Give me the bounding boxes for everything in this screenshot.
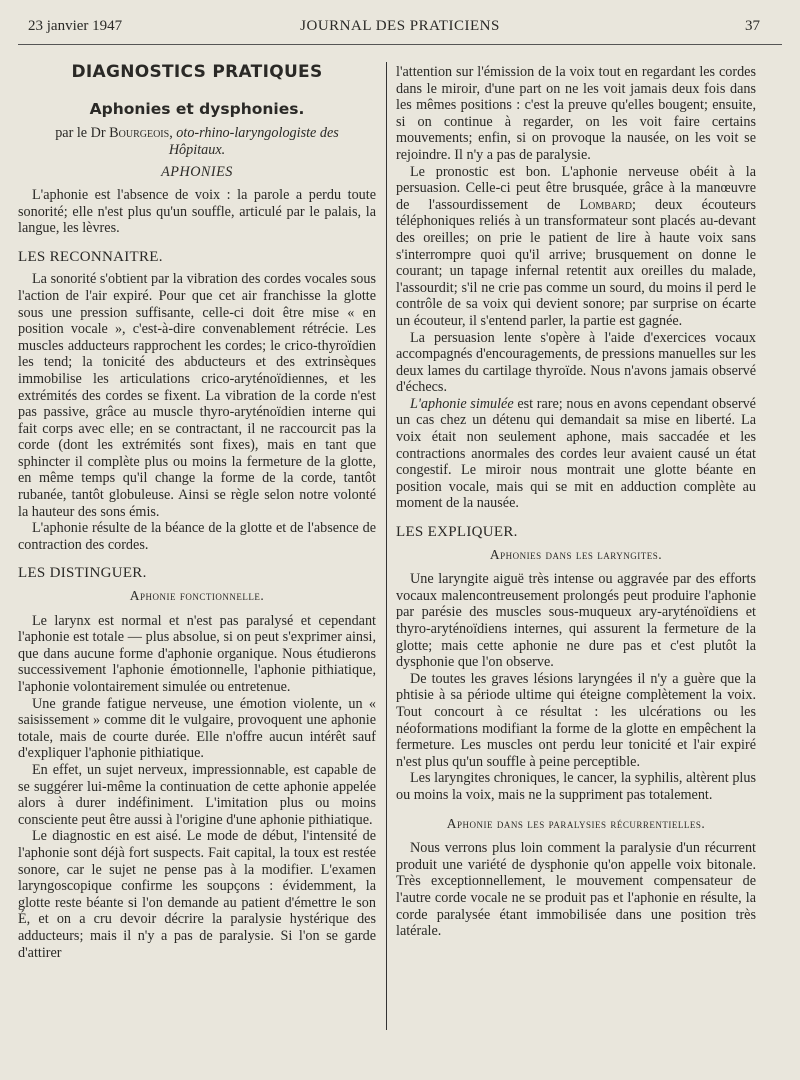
paragraph: Les laryngites chroniques, le cancer, la syphilis, altèrent plus ou moins la voix, mais ne la suppriment pas totalement.: [396, 770, 756, 803]
author-title: oto-rhino-laryngologiste des Hôpitaux.: [168, 125, 339, 158]
heading-reconnaitre: LES RECONNAITRE.: [18, 248, 163, 265]
text-run: Le pronostic est bon. L'aphonie nerveuse obéit à la persuasion. Celle-ci peut être brusquée, grâce à la manœuvre de l'assourdissement de: [396, 163, 756, 213]
article-author: [18, 125, 376, 158]
heading-expliquer: LES EXPLIQUER.: [396, 524, 518, 541]
author-prefix: par le Dr: [55, 125, 106, 142]
header-page-number: 37: [745, 18, 760, 34]
header-journal-title: JOURNAL DES PRATICIENS: [300, 18, 500, 34]
column-divider: [386, 62, 387, 1030]
author-name: Bourgeois,: [109, 125, 173, 142]
italic-term: L'aphonie simulée: [410, 395, 514, 412]
paragraph: l'attention sur l'émission de la voix tout en regardant les cordes dans le miroir, d'une part on ne les voit jamais deux fois dans les mêmes positions : c'est la preuve qu'elles bougent; ensuite, si on continue à regarder, on les voit faire certains mouvements; enfin, si on provoque la nausée, on les voit se rejoindre. Il n'y a pas de paralysie.: [396, 64, 756, 163]
paragraph: La persuasion lente s'opère à l'aide d'exercices vocaux accompagnés d'encouragements, de pressions manuelles sur les deux lames du cartilage thyroïde. Nous n'avons jamais observé d'échecs.: [396, 329, 756, 396]
left-column: [18, 60, 376, 961]
heading-distinguer: LES DISTINGUER.: [18, 565, 147, 582]
paragraph: [396, 396, 756, 512]
article-title: Aphonies et dysphonies.: [89, 99, 305, 118]
text-run: est rare; nous en avons cependant observé un cas chez un détenu qui demandait sa mise en liberté. La voix était non seulement aphone, mais saccadée et les contractions anormales des cordes leur avaient causé un état congestif. Le miroir nous montrait une glotte béante en position vocale, mais qui se mit en adduction complète au moment de la nausée.: [396, 395, 756, 512]
paragraph: Le diagnostic en est aisé. Le mode de début, l'intensité de l'aphonie sont déjà fort suspects. Fait capital, la toux est restée sonore, car le sujet ne pense pas à la modifier. L'examen laryngoscopique confirme les soupçons : évidemment, la glotte reste béante si l'on demande au patient d'émettre le son É, et on a cru devoir décrire la paralysie hystérique des adducteurs; mais il n'y a pas de paralysie. Si l'on se garde d'attirer: [18, 828, 376, 961]
paragraph: Le larynx est normal et n'est pas paralysé et cependant l'aphonie est totale — plus absolue, si on peut s'exprimer ainsi, que dans aucune forme d'aphonie organique. Nous étudierons successivement l'aphonie émotionnelle, l'aphonie pithiatique, l'aphonie volontairement simulée ou entretenue.: [18, 612, 376, 695]
subheading-paralysies: Aphonie dans les paralysies récurrentielles.: [446, 815, 706, 831]
paragraph: La sonorité s'obtient par la vibration des cordes vocales sous l'action de l'air expiré. Pour que cet air franchisse la glotte sous une pression suffisante, celle-ci doit être mise « en position vocale », c'est-à-dire convenablement rétrécie. Les muscles adducteurs rapprochent les cordes; le crico-thyroïdien les tend; la tonicité des abducteurs et des extrinsèques immobilise les articulations crico-aryténoïdiennes, et les extrémités des cordes se fixent. La vibration de la corde n'est pas passive, grâce au muscle thyro-aryténoïdien interne qui fait corps avec elle; en se contractant, il ne raccourcit pas la corde (dont les extrémités sont fixes), mais en tant que sphincter il complète plus ou moins la fermeture de la glotte, en même temps qu'il change la forme de la corde, tantôt rubanée, tantôt globuleuse. Ainsi se règle selon notre volonté la hauteur des sons émis.: [18, 271, 376, 520]
cited-name: Lombard;: [579, 196, 636, 213]
paragraph: L'aphonie résulte de la béance de la glotte et de l'absence de contraction des cordes.: [18, 520, 376, 553]
paragraph: [396, 164, 756, 330]
paragraph: Une laryngite aiguë très intense ou aggravée par des efforts vocaux malencontreusement prolongés peut produire l'aphonie par parésie des muscles sous-muqueux ary-aryténoïdiens et thyro-aryténoïdiens internes, qui assurent la fermeture de la glotte; mais cette aphonie ne dure pas et c'est plutôt la dysphonie que l'on observe.: [396, 571, 756, 671]
subheading-fonctionnelle: Aphonie fonctionnelle.: [129, 588, 265, 604]
right-column: [396, 64, 756, 940]
paragraph: L'aphonie est l'absence de voix : la parole a perdu toute sonorité; elle n'est plus qu'un souffle, articulé par le palais, la langue, les lèvres.: [18, 186, 376, 237]
paragraph: De toutes les graves lésions laryngées il n'y a guère que la phtisie à sa période ultime qui éteigne complètement la voix. Tout concourt à ce résultat : les ulcérations ou les néoformations modifiant la forme de la glotte en empêchent la fermeture. Les muscles ont perdu leur tonicité et l'air expiré n'est plus qu'un souffle à peine perceptible.: [396, 670, 756, 770]
paragraph: Nous verrons plus loin comment la paralysie d'un récurrent produit une variété de dysphonie qu'on appelle voix bitonale. Très exceptionnellement, le mouvement compensateur de l'autre corde vocale ne se produit pas et l'aphonie en résulte, la corde paralysée étant immobilisée dans une position très latérale.: [396, 840, 756, 940]
header-date: 23 janvier 1947: [28, 18, 123, 34]
rubric-title: DIAGNOSTICS PRATIQUES: [71, 62, 323, 82]
header-rule: [18, 44, 782, 45]
section-aphonies: APHONIES: [161, 164, 233, 181]
page-header: [28, 18, 772, 40]
subheading-laryngites: Aphonies dans les laryngites.: [489, 546, 663, 562]
paragraph: Une grande fatigue nerveuse, une émotion violente, un « saisissement » comme dit le vulgaire, provoquent une aphonie totale, mais de courte durée. Elle n'offre aucun intérêt sauf d'expliquer l'aphonie pithiatique.: [18, 695, 376, 762]
paragraph: En effet, un sujet nerveux, impressionnable, est capable de se suggérer lui-même la continuation de cette aphonie appelée alors à durer indéfiniment. L'imitation plus ou moins consciente peut être aussi à l'origine d'une aphonie pithiatique.: [18, 761, 376, 828]
text-run: deux écouteurs téléphoniques reliés à un transformateur sont placés au-devant des oreilles; on prie le patient de lire à haute voix sans s'interrompre quoi qu'il arrive; brusquement on donne le courant; un tapage infernal retentit aux oreilles du malade, l'assourdit; s'il ne crie pas comme un sourd, du moins il perd le contrôle de sa voix qui devient sonore; par surprise on écarte un écouteur, il s'entend parler, la partie est gagnée.: [396, 196, 757, 329]
